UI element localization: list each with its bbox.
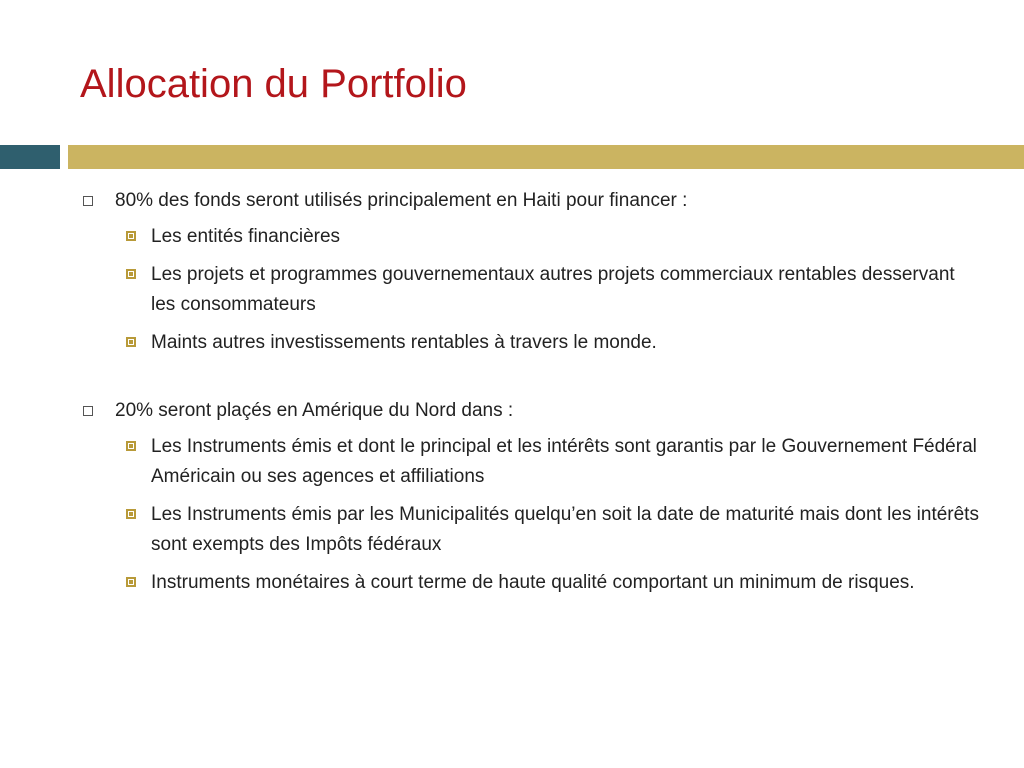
- filled-square-bullet-icon: [126, 441, 136, 451]
- slide-title: Allocation du Portfolio: [80, 62, 467, 106]
- slide-content: [80, 188, 980, 598]
- filled-square-bullet-icon: [126, 337, 136, 347]
- list-item: Instruments monétaires à court terme de haute qualité comportant un minimum de risques.: [80, 568, 980, 598]
- list-item: Maints autres investissements rentables à travers le monde.: [80, 328, 980, 358]
- header-bar-left: [0, 145, 60, 169]
- filled-square-bullet-icon: [126, 269, 136, 279]
- list-item: Les entités financières: [80, 222, 980, 252]
- filled-square-bullet-icon: [126, 231, 136, 241]
- header-bar-right: [68, 145, 1024, 169]
- square-bullet-icon: [83, 406, 93, 416]
- filled-square-bullet-icon: [126, 577, 136, 587]
- list-item: Les Instruments émis par les Municipalités quelqu’en soit la date de maturité mais dont les intérêts sont exempts des Impôts fédéraux: [80, 500, 980, 560]
- square-bullet-icon: [83, 196, 93, 206]
- filled-square-bullet-icon: [126, 509, 136, 519]
- list-item: Les projets et programmes gouvernementaux autres projets commerciaux rentables desservant les consommateurs: [80, 260, 980, 320]
- list-item: Les Instruments émis et dont le principal et les intérêts sont garantis par le Gouvernement Fédéral Américain ou ses agences et affiliations: [80, 432, 980, 492]
- section-heading: 20% seront plaçés en Amérique du Nord dans :: [80, 398, 980, 424]
- section-heading: 80% des fonds seront utilisés principalement en Haiti pour financer :: [80, 188, 980, 214]
